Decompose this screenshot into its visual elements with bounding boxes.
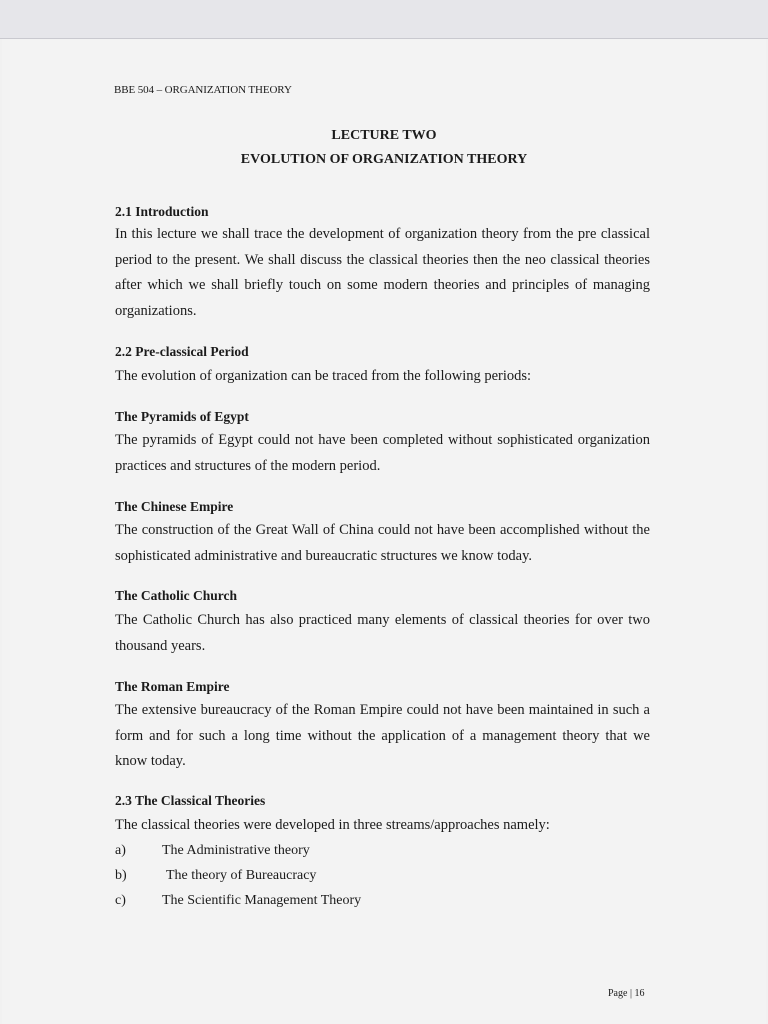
introduction-paragraph: In this lecture we shall trace the development of organization theory from the pre classical period to the present. We shall discuss the classical theories then the neo classical theories after which we shall briefly touch on some modern theories and principles of managing organizations.	[115, 226, 650, 319]
heading-chinese-empire: The Chinese Empire	[115, 499, 234, 514]
list-item-text: The Administrative theory	[162, 843, 310, 858]
lecture-title: LECTURE TWO	[331, 128, 437, 143]
roman-empire-paragraph: The extensive bureaucracy of the Roman Empire could not have been maintained in such a form and for such a long time without the application of a management theory that we know today.	[115, 702, 650, 769]
list-item-letter: b)	[115, 868, 127, 883]
section-heading-classical: 2.3 The Classical Theories	[115, 793, 266, 808]
preclassical-paragraph: The evolution of organization can be traced from the following periods:	[115, 368, 532, 384]
pyramids-paragraph: The pyramids of Egypt could not have been completed without sophisticated organization practices and structures of the modern period.	[115, 432, 650, 474]
list-item	[115, 893, 361, 909]
running-header: BBE 504 – ORGANIZATION THEORY	[114, 84, 292, 96]
section-heading-introduction: 2.1 Introduction	[115, 204, 209, 219]
list-item-letter: c)	[115, 893, 126, 908]
page-number: Page | 16	[608, 988, 645, 999]
list-item-text: The theory of Bureaucracy	[166, 868, 317, 883]
viewer-toolbar	[0, 0, 768, 39]
list-item	[115, 843, 310, 859]
heading-roman-empire: The Roman Empire	[115, 679, 230, 694]
list-item-text: The Scientific Management Theory	[162, 893, 362, 908]
heading-pyramids: The Pyramids of Egypt	[115, 409, 249, 424]
catholic-church-paragraph: The Catholic Church has also practiced many elements of classical theories for over two thousand years.	[115, 612, 650, 654]
list-item-letter: a)	[115, 843, 126, 858]
classical-paragraph: The classical theories were developed in three streams/approaches namely:	[115, 817, 550, 833]
chinese-empire-paragraph: The construction of the Great Wall of China could not have been accomplished without the sophisticated administrative and bureaucratic structures we know today.	[115, 522, 650, 564]
section-heading-preclassical: 2.2 Pre-classical Period	[115, 344, 249, 359]
heading-catholic-church: The Catholic Church	[115, 588, 238, 603]
lecture-subtitle: EVOLUTION OF ORGANIZATION THEORY	[240, 152, 528, 167]
list-item	[115, 868, 316, 884]
